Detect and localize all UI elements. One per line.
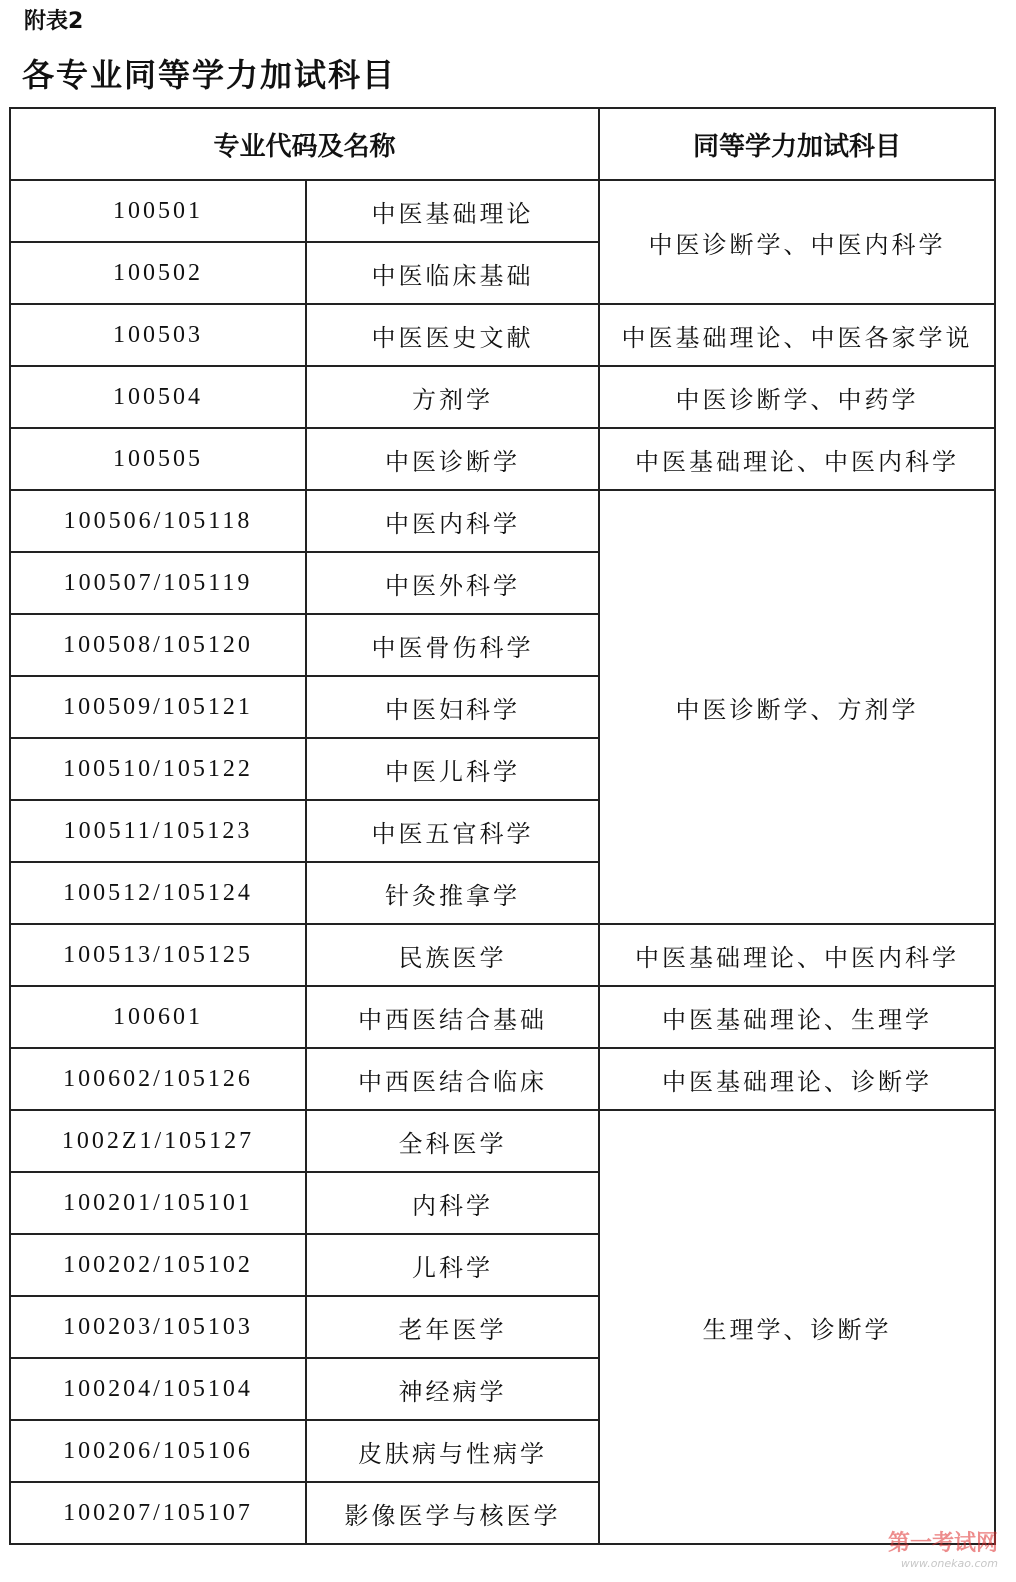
site-watermark <box>888 1526 998 1570</box>
major-code: 100602/105126 <box>10 1048 306 1110</box>
major-name: 中医骨伤科学 <box>306 614 599 676</box>
watermark-name: 第一考试网 <box>887 1531 998 1556</box>
major-name: 中医基础理论 <box>306 180 599 242</box>
exam-subjects: 中医诊断学、中医内科学 <box>599 180 995 304</box>
major-name: 民族医学 <box>306 924 599 986</box>
table-row <box>10 180 995 242</box>
watermark-url: www.onekao.com <box>900 1557 998 1570</box>
table-header-row <box>10 108 995 180</box>
table-row <box>10 428 995 490</box>
major-code: 100502 <box>10 242 306 304</box>
major-code: 100501 <box>10 180 306 242</box>
major-code: 100513/105125 <box>10 924 306 986</box>
table-row <box>10 366 995 428</box>
major-name: 皮肤病与性病学 <box>306 1420 599 1482</box>
major-name: 儿科学 <box>306 1234 599 1296</box>
major-name: 方剂学 <box>306 366 599 428</box>
major-code: 100508/105120 <box>10 614 306 676</box>
major-name: 全科医学 <box>306 1110 599 1172</box>
exam-subjects-table <box>9 107 996 1545</box>
table-row <box>10 1110 995 1172</box>
major-code: 100511/105123 <box>10 800 306 862</box>
page-title: 各专业同等学力加试科目 <box>22 56 397 94</box>
major-code: 100509/105121 <box>10 676 306 738</box>
major-name: 神经病学 <box>306 1358 599 1420</box>
major-name: 老年医学 <box>306 1296 599 1358</box>
major-name: 影像医学与核医学 <box>306 1482 599 1544</box>
major-name: 中医儿科学 <box>306 738 599 800</box>
major-code: 100506/105118 <box>10 490 306 552</box>
major-name: 中医五官科学 <box>306 800 599 862</box>
exam-subjects: 中医诊断学、中药学 <box>599 366 995 428</box>
exam-subjects: 生理学、诊断学 <box>599 1110 995 1544</box>
major-code: 100504 <box>10 366 306 428</box>
major-code: 100505 <box>10 428 306 490</box>
major-code: 100206/105106 <box>10 1420 306 1482</box>
exam-subjects: 中医基础理论、中医内科学 <box>599 428 995 490</box>
major-code: 100207/105107 <box>10 1482 306 1544</box>
header-exam: 同等学力加试科目 <box>599 108 995 180</box>
exam-subjects: 中医基础理论、生理学 <box>599 986 995 1048</box>
table-row <box>10 924 995 986</box>
table-row <box>10 304 995 366</box>
major-name: 中西医结合临床 <box>306 1048 599 1110</box>
major-code: 100601 <box>10 986 306 1048</box>
appendix-label: 附表2 <box>24 9 84 34</box>
major-name: 中医外科学 <box>306 552 599 614</box>
major-name: 中医妇科学 <box>306 676 599 738</box>
major-code: 100203/105103 <box>10 1296 306 1358</box>
major-code: 100510/105122 <box>10 738 306 800</box>
table-row <box>10 986 995 1048</box>
exam-subjects: 中医诊断学、方剂学 <box>599 490 995 924</box>
major-code: 100512/105124 <box>10 862 306 924</box>
exam-subjects: 中医基础理论、中医各家学说 <box>599 304 995 366</box>
table-row <box>10 1048 995 1110</box>
major-name: 中医内科学 <box>306 490 599 552</box>
table-row <box>10 490 995 552</box>
major-code: 100202/105102 <box>10 1234 306 1296</box>
major-code: 100204/105104 <box>10 1358 306 1420</box>
major-code: 100201/105101 <box>10 1172 306 1234</box>
major-name: 内科学 <box>306 1172 599 1234</box>
exam-subjects: 中医基础理论、诊断学 <box>599 1048 995 1110</box>
major-code: 1002Z1/105127 <box>10 1110 306 1172</box>
header-major: 专业代码及名称 <box>10 108 599 180</box>
major-name: 中医临床基础 <box>306 242 599 304</box>
major-name: 针灸推拿学 <box>306 862 599 924</box>
major-code: 100507/105119 <box>10 552 306 614</box>
exam-subjects: 中医基础理论、中医内科学 <box>599 924 995 986</box>
major-name: 中医医史文献 <box>306 304 599 366</box>
major-code: 100503 <box>10 304 306 366</box>
major-name: 中西医结合基础 <box>306 986 599 1048</box>
major-name: 中医诊断学 <box>306 428 599 490</box>
